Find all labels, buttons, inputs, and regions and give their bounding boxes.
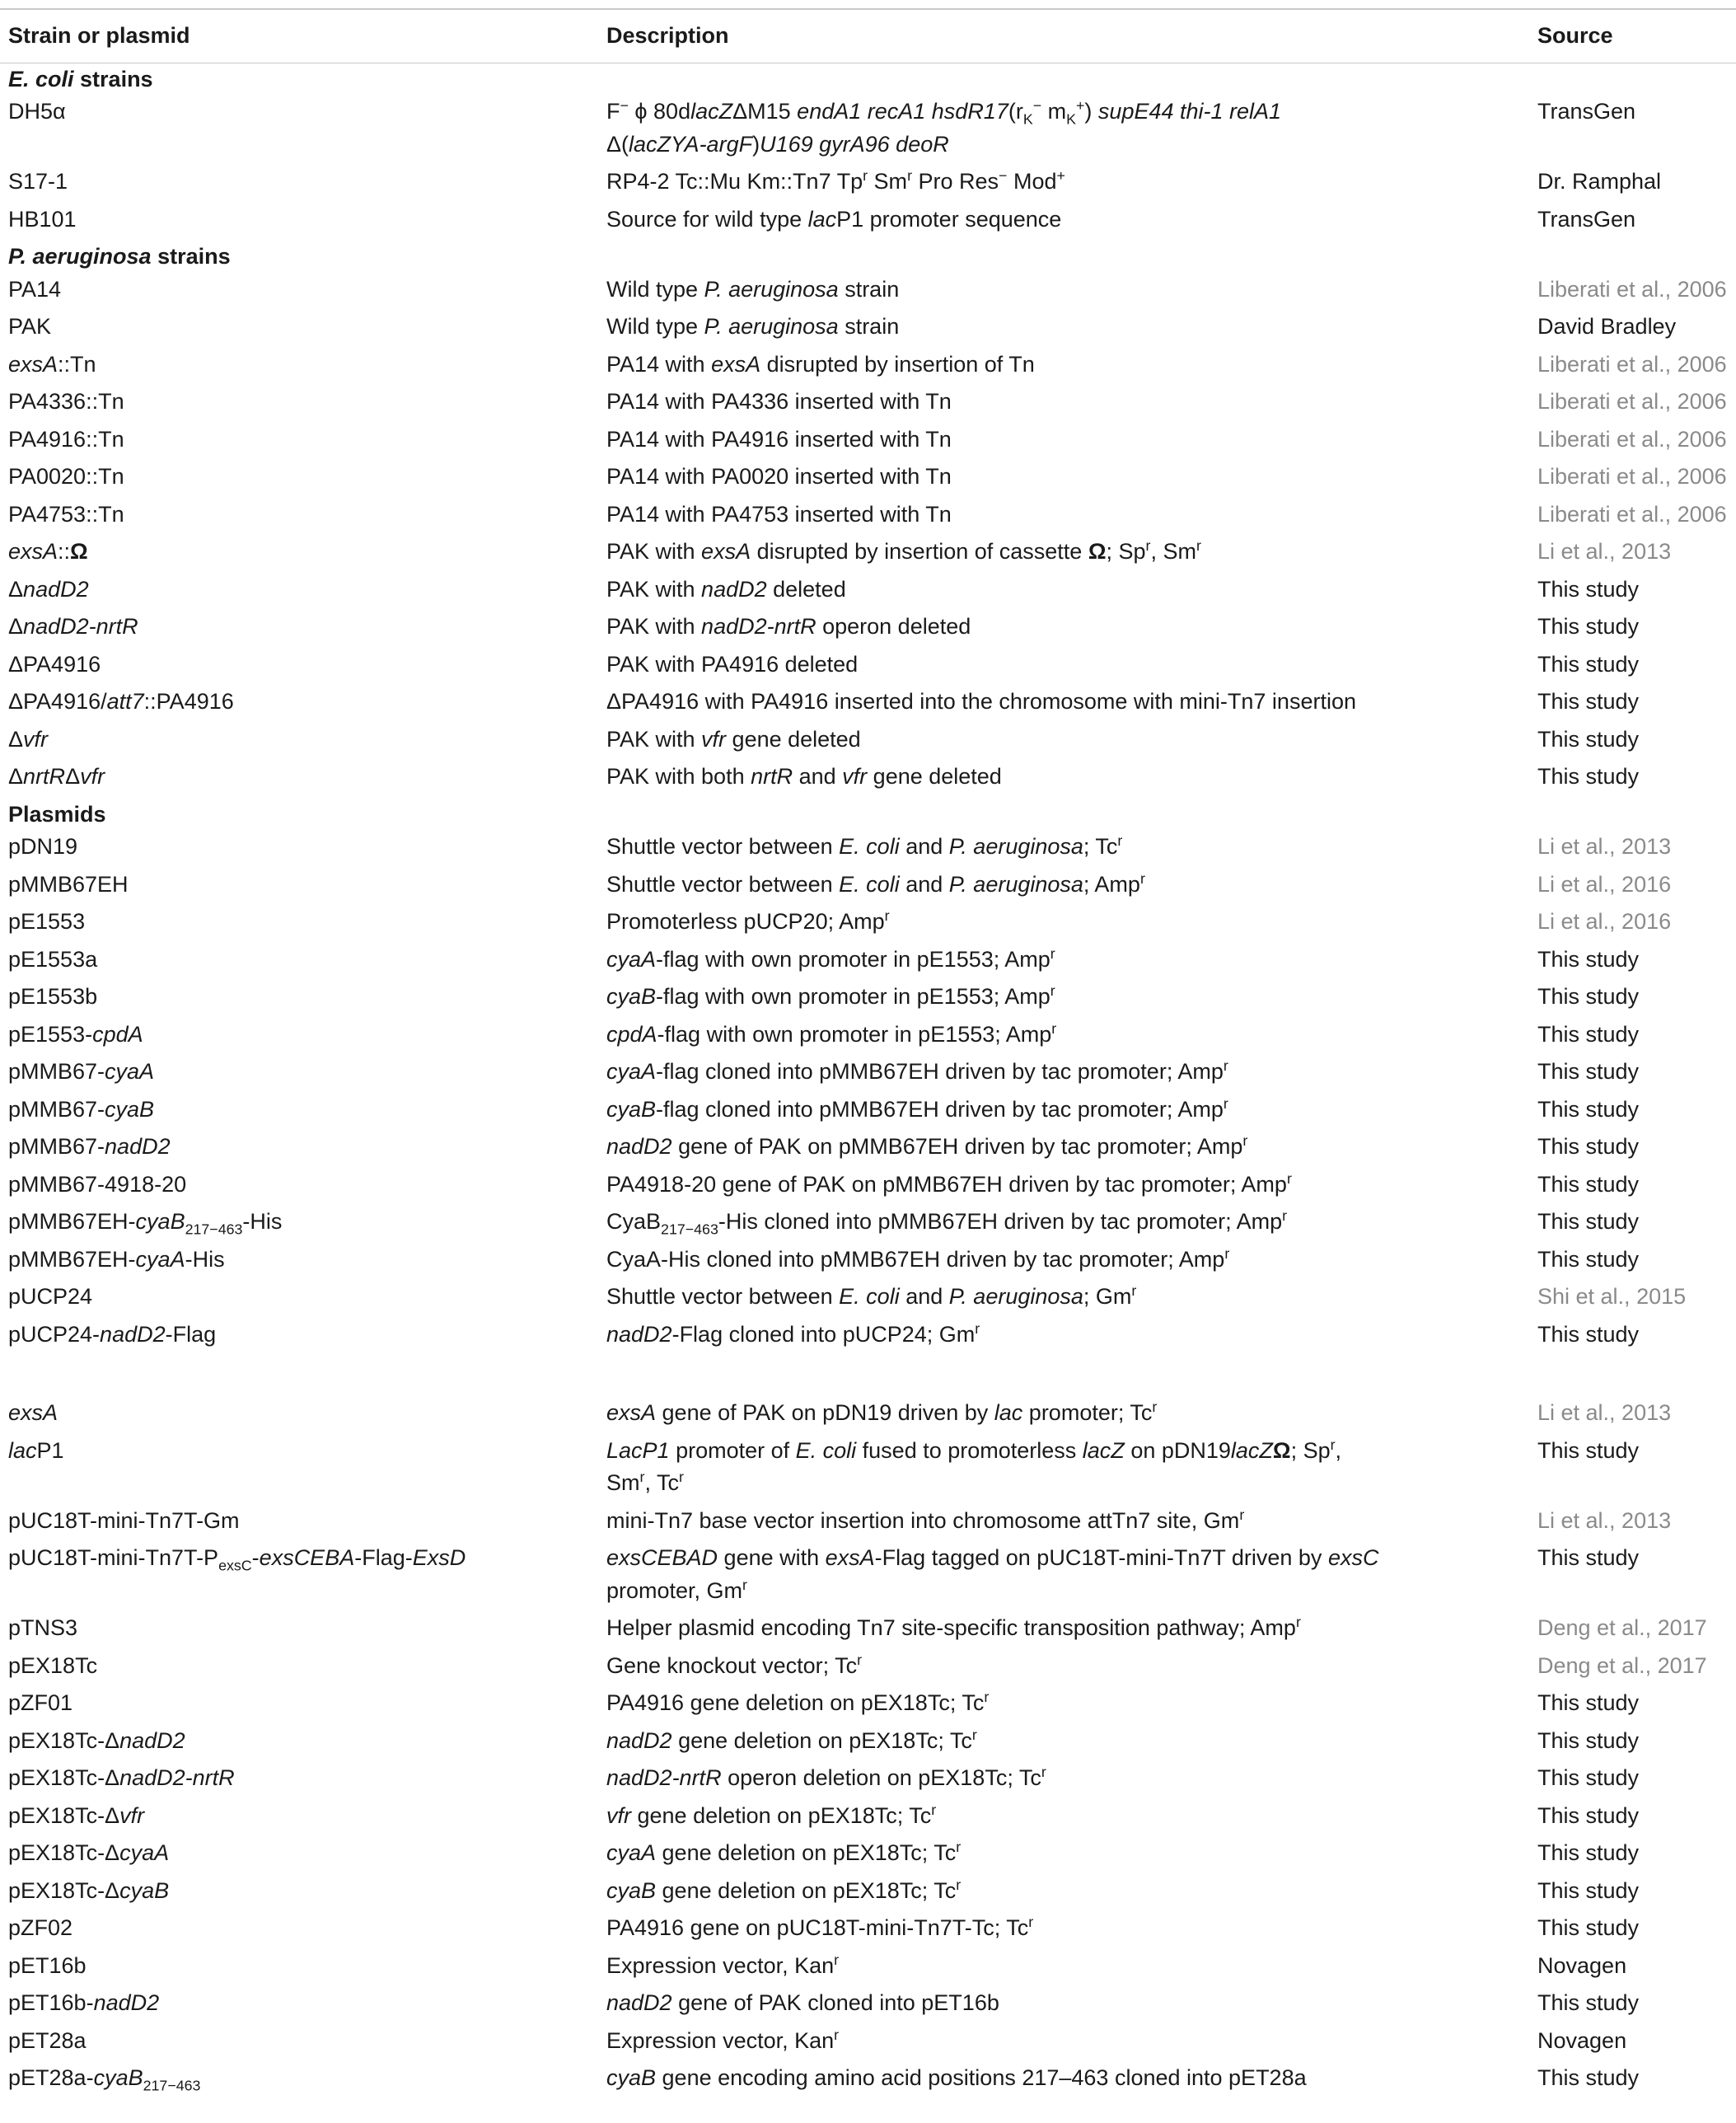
table-row xyxy=(0,499,1736,537)
section-heading: P. aeruginosa strains xyxy=(8,244,231,269)
table-row xyxy=(0,1837,1736,1875)
table-row xyxy=(0,831,1736,869)
description-cell: PAK with nadD2 deleted xyxy=(606,576,846,602)
table-row xyxy=(0,2025,1736,2063)
source-cell: David Bradley xyxy=(1537,314,1677,339)
strain-name-cell: PA4753::Tn xyxy=(8,501,124,527)
table-row xyxy=(0,1281,1736,1319)
table-header-row xyxy=(0,10,1736,53)
source-cell: This study xyxy=(1537,1840,1640,1865)
description-cell: cyaA gene deletion on pEX18Tc; Tc$^r$ xyxy=(606,1839,962,1865)
table-row xyxy=(0,536,1736,574)
description-cell: vfr gene deletion on pEX18Tc; Tc$^r$ xyxy=(606,1801,937,1828)
strain-name-cell: pMMB67-nadD2 xyxy=(8,1134,171,1159)
source-citation-link[interactable]: Li et al., 2016 xyxy=(1537,909,1672,934)
table-row xyxy=(0,204,1736,241)
source-cell: This study xyxy=(1537,946,1640,972)
strain-name-cell: HB101 xyxy=(8,206,77,232)
table-row xyxy=(0,761,1736,799)
description-cell: F− ϕ 80dlacZΔM15 endA1 recA1 $hsdR17(r_K^-$ $m_K^+$) supE44 thi-1 relA1 Δ(lacZYA-argF)U169 gyrA96 deoR xyxy=(606,97,1282,157)
strain-name-cell: pMMB67-cyaA xyxy=(8,1059,155,1084)
source-cell: This study xyxy=(1537,1727,1640,1753)
strain-name-cell: pMMB67EH-cyaB$_{217-463}$-His xyxy=(8,1209,283,1238)
source-cell: TransGen xyxy=(1537,99,1636,124)
strain-name-cell: pUC18T-mini-Tn7T-Gm xyxy=(8,1507,240,1533)
table-row xyxy=(0,611,1736,649)
source-citation-link[interactable]: Li et al., 2013 xyxy=(1537,834,1672,859)
source-citation-link[interactable]: Liberati et al., 2006 xyxy=(1537,501,1727,527)
strain-name-cell: pDN19 xyxy=(8,834,78,859)
strain-name-cell: pEX18Tc xyxy=(8,1652,98,1678)
source-cell: This study xyxy=(1537,1545,1640,1570)
table-row xyxy=(0,166,1736,204)
description-cell: cyaB-flag with own promoter in pE1553; Amp$^r$ xyxy=(606,982,1055,1009)
header-source: Source xyxy=(1537,23,1613,48)
strain-name-cell: pZF02 xyxy=(8,1915,73,1940)
strain-name-cell: pET28a xyxy=(8,2027,87,2053)
strain-name-cell: ΔnrtRΔvfr xyxy=(8,764,105,789)
description-cell: nadD2 gene deletion on pEX18Tc; Tc$^r$ xyxy=(606,1726,977,1753)
description-cell: CyaB$_{217-463}$-His cloned into pMMB67EH driven by tac promoter; Amp$^r$ xyxy=(606,1207,1288,1238)
strain-name-cell: PA4916::Tn xyxy=(8,426,124,452)
table-row xyxy=(0,1169,1736,1207)
source-cell: This study xyxy=(1537,984,1640,1009)
table-row xyxy=(0,386,1736,424)
description-cell: Promoterless pUCP20; Amp$^r$ xyxy=(606,907,890,934)
description-cell: CyaA-His cloned into pMMB67EH driven by tac promoter; Amp$^r$ xyxy=(606,1244,1230,1272)
description-cell: cyaA-flag cloned into pMMB67EH driven by tac promoter; Amp$^r$ xyxy=(606,1057,1228,1084)
source-cell: This study xyxy=(1537,764,1640,789)
source-cell: This study xyxy=(1537,1990,1640,2015)
strain-name-cell: pEX18Tc-ΔcyaA xyxy=(8,1840,170,1865)
table-body xyxy=(0,63,1736,2100)
strain-name-cell: PAK xyxy=(8,314,52,339)
table-row xyxy=(0,1875,1736,1913)
source-cell: This study xyxy=(1537,1437,1640,1463)
table-row xyxy=(0,1019,1736,1057)
strain-name-cell: exsA xyxy=(8,1400,58,1425)
source-cell: This study xyxy=(1537,1915,1640,1940)
table-row xyxy=(0,574,1736,612)
description-cell: Wild type P. aeruginosa strain xyxy=(606,276,900,302)
source-cell: Dr. Ramphal xyxy=(1537,169,1662,194)
source-cell: This study xyxy=(1537,614,1640,639)
header-description: Description xyxy=(606,23,729,48)
strain-name-cell: pTNS3 xyxy=(8,1615,78,1640)
description-cell: Source for wild type lacP1 promoter sequence xyxy=(606,206,1062,232)
description-cell: nadD2-nrtR operon deletion on pEX18Tc; Tc$^r$ xyxy=(606,1764,1046,1790)
strain-name-cell: pET16b xyxy=(8,1952,87,1978)
source-citation-link[interactable]: Liberati et al., 2006 xyxy=(1537,464,1727,489)
strain-name-cell: exsA::Ω xyxy=(8,539,88,564)
strain-name-cell: pZF01 xyxy=(8,1690,73,1715)
source-cell: This study xyxy=(1537,1765,1640,1790)
table-row xyxy=(0,461,1736,499)
description-cell: PA14 with PA4336 inserted with Tn xyxy=(606,389,952,414)
section-heading: E. coli strains xyxy=(8,66,153,91)
strain-name-cell: pMMB67-cyaB xyxy=(8,1096,155,1122)
spacer-row xyxy=(0,1356,1736,1397)
source-citation-link[interactable]: Deng et al., 2017 xyxy=(1537,1615,1707,1640)
description-cell: PAK with exsA disrupted by insertion of cassette Ω; Sp$^r$, Sm$^r$ xyxy=(606,537,1201,564)
table-row xyxy=(0,1435,1736,1505)
description-cell: exsA gene of PAK on pDN19 driven by lac promoter; Tc$^r$ xyxy=(606,1399,1158,1425)
table-row xyxy=(0,311,1736,349)
description-cell: PA4916 gene deletion on pEX18Tc; Tc$^r$ xyxy=(606,1689,990,1715)
source-cell: This study xyxy=(1537,1021,1640,1047)
table-row xyxy=(0,944,1736,982)
table-row xyxy=(0,1505,1736,1543)
description-cell: nadD2 gene of PAK on pMMB67EH driven by tac promoter; Amp$^r$ xyxy=(606,1132,1248,1159)
table-row xyxy=(0,1542,1736,1612)
description-cell: Helper plasmid encoding Tn7 site-specific transposition pathway; Amp$^r$ xyxy=(606,1614,1301,1640)
table-row xyxy=(0,1687,1736,1725)
description-cell: ΔPA4916 with PA4916 inserted into the chromosome with mini-Tn7 insertion xyxy=(606,689,1356,714)
strain-name-cell: pE1553 xyxy=(8,909,86,934)
description-cell: PA14 with exsA disrupted by insertion of Tn xyxy=(606,351,1035,377)
description-cell: cyaB gene encoding amino acid positions 217–463 cloned into pET28a xyxy=(606,2065,1307,2090)
source-cell: This study xyxy=(1537,1690,1640,1715)
source-cell: This study xyxy=(1537,1802,1640,1828)
table-row xyxy=(0,1612,1736,1650)
table-row xyxy=(0,1950,1736,1988)
table-row xyxy=(0,1762,1736,1800)
strain-name-cell: pUCP24-nadD2-Flag xyxy=(8,1321,217,1347)
source-citation-link[interactable]: Liberati et al., 2006 xyxy=(1537,351,1727,377)
source-citation-link[interactable]: Deng et al., 2017 xyxy=(1537,1652,1707,1678)
table-row xyxy=(0,424,1736,462)
section-heading-row xyxy=(0,799,1736,832)
header-strain: Strain or plasmid xyxy=(8,23,190,48)
source-citation-link[interactable]: Li et al., 2013 xyxy=(1537,539,1672,564)
source-cell: This study xyxy=(1537,726,1640,752)
source-citation-link[interactable]: Li et al., 2016 xyxy=(1537,871,1672,897)
source-citation-link[interactable]: Shi et al., 2015 xyxy=(1537,1284,1687,1309)
source-cell: Novagen xyxy=(1537,2027,1627,2053)
source-cell: This study xyxy=(1537,1877,1640,1903)
source-citation-link[interactable]: Liberati et al., 2006 xyxy=(1537,389,1727,414)
strain-name-cell: PA14 xyxy=(8,276,62,302)
description-cell: PA14 with PA4916 inserted with Tn xyxy=(606,426,952,452)
description-cell: PAK with vfr gene deleted xyxy=(606,726,861,752)
source-cell: This study xyxy=(1537,1171,1640,1197)
strain-name-cell: DH5α xyxy=(8,99,66,124)
table-row xyxy=(0,1800,1736,1838)
source-cell: This study xyxy=(1537,1246,1640,1272)
source-citation-link[interactable]: Li et al., 2013 xyxy=(1537,1507,1672,1533)
description-cell: PAK with nadD2-nrtR operon deleted xyxy=(606,614,971,639)
description-cell: PA14 with PA4753 inserted with Tn xyxy=(606,501,952,527)
table-row xyxy=(0,1912,1736,1950)
source-cell: This study xyxy=(1537,2065,1640,2090)
strain-name-cell: exsA::Tn xyxy=(8,351,96,377)
description-cell: Shuttle vector between E. coli and P. aeruginosa; Amp$^r$ xyxy=(606,869,1145,897)
description-cell: PA4916 gene on pUC18T-mini-Tn7T-Tc; Tc$^r$ xyxy=(606,1914,1034,1940)
table-row xyxy=(0,1725,1736,1763)
strain-name-cell: pUCP24 xyxy=(8,1284,93,1309)
description-cell: Gene knockout vector; Tc$^r$ xyxy=(606,1651,863,1678)
strain-name-cell: $pUC18T-\min i-Tn7T-P_{exsC}-exsCEBA-Flag$-ExsD xyxy=(8,1545,466,1574)
strain-name-cell: PA4336::Tn xyxy=(8,389,124,414)
table-row xyxy=(0,349,1736,387)
strain-table-figure xyxy=(0,8,1736,2100)
source-citation-link[interactable]: Li et al., 2013 xyxy=(1537,1400,1672,1425)
strain-name-cell: pET28a-cyaB$_{217-463}$ xyxy=(8,2065,201,2094)
strain-plasmid-table xyxy=(0,10,1736,2100)
table-row xyxy=(0,1056,1736,1094)
description-cell: Wild type P. aeruginosa strain xyxy=(606,314,900,339)
table-row xyxy=(0,1244,1736,1282)
source-cell: Novagen xyxy=(1537,1952,1627,1978)
description-cell: nadD2-Flag cloned into pUCP24; Gm$^r$ xyxy=(606,1319,980,1347)
table-row xyxy=(0,2062,1736,2100)
strain-name-cell: S17-1 xyxy=(8,169,68,194)
table-row xyxy=(0,906,1736,944)
source-cell: This study xyxy=(1537,1096,1640,1122)
strain-name-cell: pE1553a xyxy=(8,946,98,972)
source-cell: This study xyxy=(1537,576,1640,602)
strain-name-cell: pE1553b xyxy=(8,984,98,1009)
table-row xyxy=(0,1206,1736,1244)
table-row xyxy=(0,724,1736,762)
source-cell: This study xyxy=(1537,651,1640,677)
table-row xyxy=(0,1397,1736,1435)
strain-name-cell: pMMB67EH-cyaA-His xyxy=(8,1246,225,1272)
strain-name-cell: pE1553-cpdA xyxy=(8,1021,143,1047)
description-cell: cyaB gene deletion on pEX18Tc; Tc$^r$ xyxy=(606,1876,962,1903)
strain-name-cell: pEX18Tc-ΔnadD2-nrtR xyxy=(8,1765,235,1790)
description-cell: Shuttle vector between E. coli and P. aeruginosa; Tc$^r$ xyxy=(606,832,1123,859)
strain-name-cell: pEX18Tc-ΔnadD2 xyxy=(8,1727,185,1753)
section-heading: Plasmids xyxy=(8,801,106,827)
description-cell: nadD2 gene of PAK cloned into pET16b xyxy=(606,1990,999,2015)
table-row xyxy=(0,686,1736,724)
source-cell: This study xyxy=(1537,1059,1640,1084)
strain-name-cell: Δvfr xyxy=(8,726,49,752)
source-citation-link[interactable]: Liberati et al., 2006 xyxy=(1537,276,1727,302)
strain-name-cell: pMMB67-4918-20 xyxy=(8,1171,187,1197)
table-row xyxy=(0,981,1736,1019)
strain-name-cell: ΔPA4916 xyxy=(8,651,101,677)
table-row xyxy=(0,869,1736,907)
source-cell: This study xyxy=(1537,1134,1640,1159)
table-row xyxy=(0,1319,1736,1357)
strain-name-cell: PA0020::Tn xyxy=(8,464,124,489)
strain-name-cell: lacP1 xyxy=(8,1437,64,1463)
table-row xyxy=(0,96,1736,166)
strain-name-cell: pEX18Tc-ΔcyaB xyxy=(8,1877,170,1903)
description-cell: cyaB-flag cloned into pMMB67EH driven by tac promoter; Amp$^r$ xyxy=(606,1094,1228,1122)
description-cell: PA14 with PA0020 inserted with Tn xyxy=(606,464,952,489)
strain-name-cell: ΔnadD2-nrtR xyxy=(8,614,138,639)
table-row xyxy=(0,649,1736,687)
source-cell: TransGen xyxy=(1537,206,1636,232)
description-cell: Expression vector, Kan$^r$ xyxy=(606,2026,840,2053)
description-cell: Expression vector, Kan$^r$ xyxy=(606,1951,840,1978)
strain-name-cell: pMMB67EH xyxy=(8,871,129,897)
strain-name-cell: pET16b-nadD2 xyxy=(8,1990,160,2015)
description-cell: Shuttle vector between E. coli and P. aeruginosa; Gm$^r$ xyxy=(606,1282,1137,1309)
description-cell: cpdA-flag with own promoter in pE1553; Amp$^r$ xyxy=(606,1019,1057,1047)
description-cell: LacP1 promoter of E. coli fused to promoterless lacZ on pDN19lacZΩ; Sp$^r$, Sm$^r$, Tc$^r$ xyxy=(606,1436,1342,1495)
source-cell: This study xyxy=(1537,689,1640,714)
description-cell: cyaA-flag with own promoter in pE1553; Amp$^r$ xyxy=(606,944,1055,972)
strain-name-cell: ΔPA4916/att7::PA4916 xyxy=(8,689,234,714)
strain-name-cell: pEX18Tc-Δvfr xyxy=(8,1802,145,1828)
description-cell: RP4-2 Tc::Mu Km::Tn7 Tp$^r$ Sm$^r$ Pro Res− Mod+ xyxy=(606,167,1065,194)
section-heading-row xyxy=(0,63,1736,96)
section-heading-row xyxy=(0,241,1736,274)
source-cell: This study xyxy=(1537,1321,1640,1347)
source-cell: This study xyxy=(1537,1209,1640,1234)
table-row xyxy=(0,1650,1736,1688)
table-row xyxy=(0,274,1736,312)
description-cell: exsCEBAD gene with exsA-Flag tagged on pUC18T-mini-Tn7T driven by exsC promoter, Gm$^r$ xyxy=(606,1545,1379,1603)
table-row xyxy=(0,1094,1736,1132)
description-cell: PAK with both nrtR and vfr gene deleted xyxy=(606,764,1002,789)
strain-name-cell: ΔnadD2 xyxy=(8,576,89,602)
table-row xyxy=(0,1987,1736,2025)
source-citation-link[interactable]: Liberati et al., 2006 xyxy=(1537,426,1727,452)
description-cell: PAK with PA4916 deleted xyxy=(606,651,859,677)
description-cell: PA4918-20 gene of PAK on pMMB67EH driven by tac promoter; Amp$^r$ xyxy=(606,1169,1292,1197)
description-cell: mini-Tn7 base vector insertion into chromosome attTn7 site, Gm$^r$ xyxy=(606,1506,1245,1533)
table-row xyxy=(0,1131,1736,1169)
